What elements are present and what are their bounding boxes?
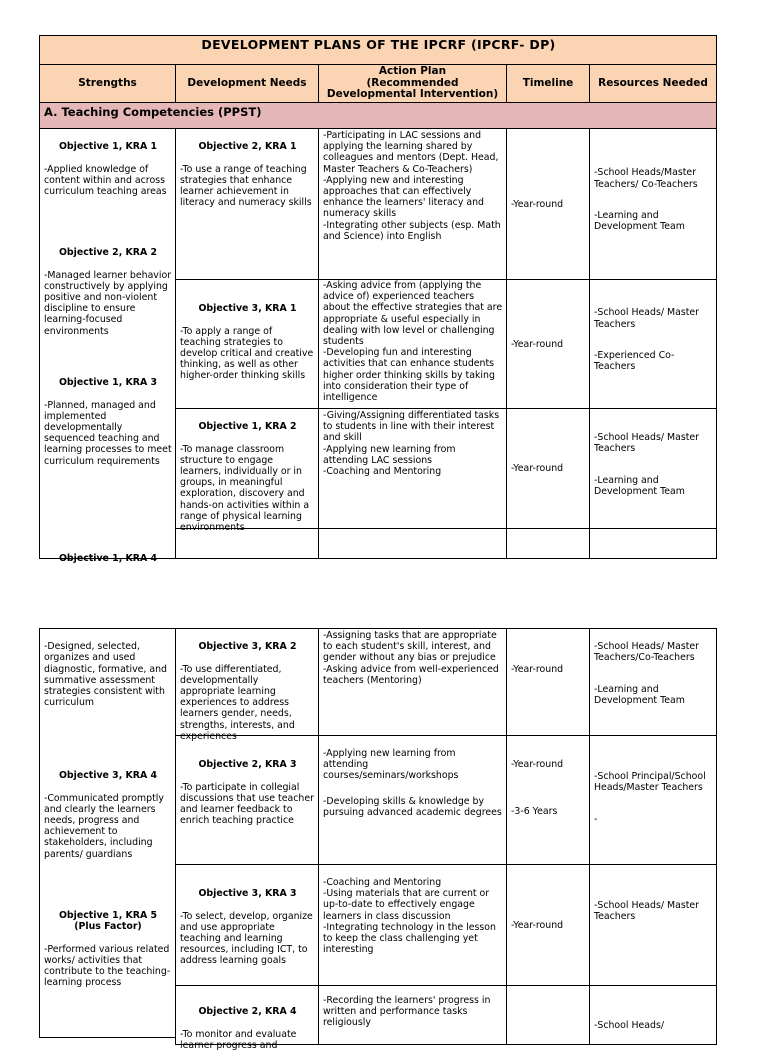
strength-item (44, 130, 172, 197)
resource-item: - (594, 813, 598, 825)
strength-item (44, 759, 172, 860)
section-heading-teaching-competencies: A. Teaching Competencies (PPST) (39, 102, 717, 129)
action-text: -Developing skills & knowledge by pursuing advanced academic degrees (323, 796, 502, 819)
timeline-cell (506, 128, 590, 280)
document-title: DEVELOPMENT PLANS OF THE IPCRF (IPCRF- DP) (39, 35, 717, 65)
objective-label: Objective 2, KRA 1 (198, 141, 297, 153)
resource-item: -Learning and Development Team (594, 210, 685, 233)
objective-label: Objective 2, KRA 3 (198, 759, 297, 771)
timeline-cell (506, 408, 590, 529)
resources-cell (589, 408, 717, 529)
resource-item: -School Heads/Master Teachers/ Co-Teachers (594, 167, 698, 190)
action-plan-cell (318, 735, 507, 865)
objective-label: Objective 1, KRA 4 (58, 553, 158, 565)
action-plan-cell: -Participating in LAC sessions and applying the learning shared by colleagues and mentors (Dept. Head, Master Teachers & Co-Teachers) -Applying new and interesting approaches that can effectively enhance the learners' literacy and numeracy skills -Integrating other subjects (esp. Math and Science) into English (318, 128, 507, 280)
timeline-cell (506, 985, 590, 1045)
strength-item (44, 899, 172, 989)
resource-item: -School Heads/ Master Teachers (594, 900, 700, 923)
resource-item: -Learning and Development Team (594, 683, 685, 707)
action-text: -Applying new learning from attending courses/seminars/workshops (323, 748, 459, 782)
strength-item (44, 366, 172, 467)
need-text: -To use a range of teaching strategies that enhance learner achievement in literacy and numeracy skills (180, 163, 312, 209)
resource-item: -School Heads/ Master Teachers (594, 431, 700, 455)
timeline-cell (506, 528, 590, 559)
objective-label: Objective 1, KRA 2 (198, 421, 297, 433)
resource-item: -School Principal/School Heads/Master Teachers (594, 771, 706, 794)
need-text: -To manage classroom structure to engage learners, individually or in groups, in meaningful exploration, discovery and hands-on activities within a range of physical learning environments (180, 443, 310, 534)
timeline-text: -Year-round (511, 919, 564, 931)
strengths-cell-page2 (39, 628, 176, 1038)
action-plan-cell: -Assigning tasks that are appropriate to each student's skill, interest, and gender without any bias or prejudice -Asking advice from well-experienced teachers (Mentoring) (318, 628, 507, 736)
timeline-text: -Year-round (511, 463, 564, 475)
action-plan-cell: -Asking advice from (applying the advice of) experienced teachers about the effective strategies that are appropriate & useful especially in dealing with low level or challenging students -Developing fun and interesting activities that can enhance students higher order thinking skills by taking into consideration their type of intelligence (318, 279, 507, 409)
column-header-action-plan: Action Plan (Recommended Developmental Intervention) (318, 64, 507, 103)
timeline-cell (506, 735, 590, 865)
timeline-text: -Year-round (511, 338, 564, 350)
objective-label: Objective 1, KRA 5 (Plus Factor) (58, 910, 158, 933)
timeline-text: -Year-round (511, 664, 564, 676)
objective-label: Objective 1, KRA 1 (58, 141, 158, 153)
need-text: -To participate in collegial discussions that use teacher and learner feedback to enrich teaching practice (180, 781, 314, 827)
column-header-resources: Resources Needed (589, 64, 717, 103)
action-plan-cell: -Giving/Assigning differentiated tasks to students in line with their interest and skill -Applying new learning from attending LAC sessions -Coaching and Mentoring (318, 408, 507, 529)
column-header-timeline: Timeline (506, 64, 590, 103)
timeline-cell (506, 628, 590, 736)
need-text: -To use differentiated, developmentally appropriate learning experiences to address learners gender, needs, strengths, interests, and experiences (180, 663, 295, 742)
objective-label: Objective 3, KRA 1 (198, 303, 297, 315)
strength-text: -Managed learner behavior constructively by applying positive and non-violent discipline to ensure learning-focused environments (44, 269, 172, 337)
resources-cell (589, 528, 717, 559)
need-text: -To apply a range of teaching strategies to develop critical and creative thinking, as well as other higher-order thinking skills (180, 325, 314, 382)
objective-label: Objective 3, KRA 2 (198, 641, 297, 653)
development-need-cell (175, 528, 319, 559)
objective-label: Objective 2, KRA 4 (198, 1006, 297, 1018)
strengths-cell-page1 (39, 128, 176, 565)
resource-item: -Learning and Development Team (594, 474, 685, 497)
development-need-cell (175, 279, 319, 409)
development-need-cell (175, 128, 319, 280)
resources-cell (589, 279, 717, 409)
development-need-cell (175, 628, 319, 742)
development-need-cell (175, 985, 319, 1051)
resources-cell (589, 735, 717, 865)
timeline-text: -Year-round (511, 198, 564, 210)
action-plan-cell (318, 528, 507, 559)
strength-text: -Applied knowledge of content within and across curriculum teaching areas (44, 163, 167, 198)
objective-label: Objective 3, KRA 4 (58, 770, 158, 782)
strength-text: -Performed various related works/ activities that contribute to the teaching-learning process (44, 943, 171, 989)
strength-item (44, 236, 172, 337)
resource-item: -School Heads/ (594, 1020, 665, 1032)
objective-label: Objective 1, KRA 3 (58, 377, 158, 389)
timeline-text: -Year-round (511, 759, 564, 770)
column-header-development-needs: Development Needs (175, 64, 319, 103)
resource-item: -School Heads/ Master Teachers (594, 307, 700, 330)
resources-cell (589, 128, 717, 280)
resource-item: -School Heads/ Master Teachers/Co-Teachers (594, 641, 700, 664)
strength-text: -Planned, managed and implemented developmentally sequenced teaching and learning processes to meet curriculum requirements (44, 399, 172, 467)
strength-text: -Communicated promptly and clearly the learners needs, progress and achievement to stakeholders, including parents/ guardians (44, 792, 164, 860)
resource-item: -Experienced Co-Teachers (594, 350, 675, 373)
need-text: -To monitor and evaluate learner progress and (180, 1028, 297, 1051)
timeline-cell (506, 279, 590, 409)
strength-text: -Designed, selected, organizes and used diagnostic, formative, and summative assessment strategies consistent with curriculum (44, 641, 168, 709)
objective-label: Objective 2, KRA 2 (58, 247, 158, 259)
timeline-text: -3-6 Years (511, 806, 558, 817)
strength-item (44, 630, 172, 708)
resources-cell (589, 985, 717, 1045)
resources-cell (589, 864, 717, 986)
development-need-cell (175, 408, 319, 534)
development-need-cell (175, 864, 319, 986)
need-text: -To select, develop, organize and use appropriate teaching and learning resources, including ICT, to address learning goals (180, 910, 313, 967)
development-need-cell (175, 735, 319, 865)
timeline-cell (506, 864, 590, 986)
strength-item (44, 542, 172, 576)
action-plan-cell: -Coaching and Mentoring -Using materials that are current or up-to-date to effectively engage learners in class discussion -Integrating technology in the lesson to keep the class challenging yet interesting (318, 864, 507, 986)
action-plan-cell: -Recording the learners' progress in written and performance tasks religiously (318, 985, 507, 1045)
column-header-strengths: Strengths (39, 64, 176, 103)
resources-cell (589, 628, 717, 736)
objective-label: Objective 3, KRA 3 (198, 888, 297, 900)
